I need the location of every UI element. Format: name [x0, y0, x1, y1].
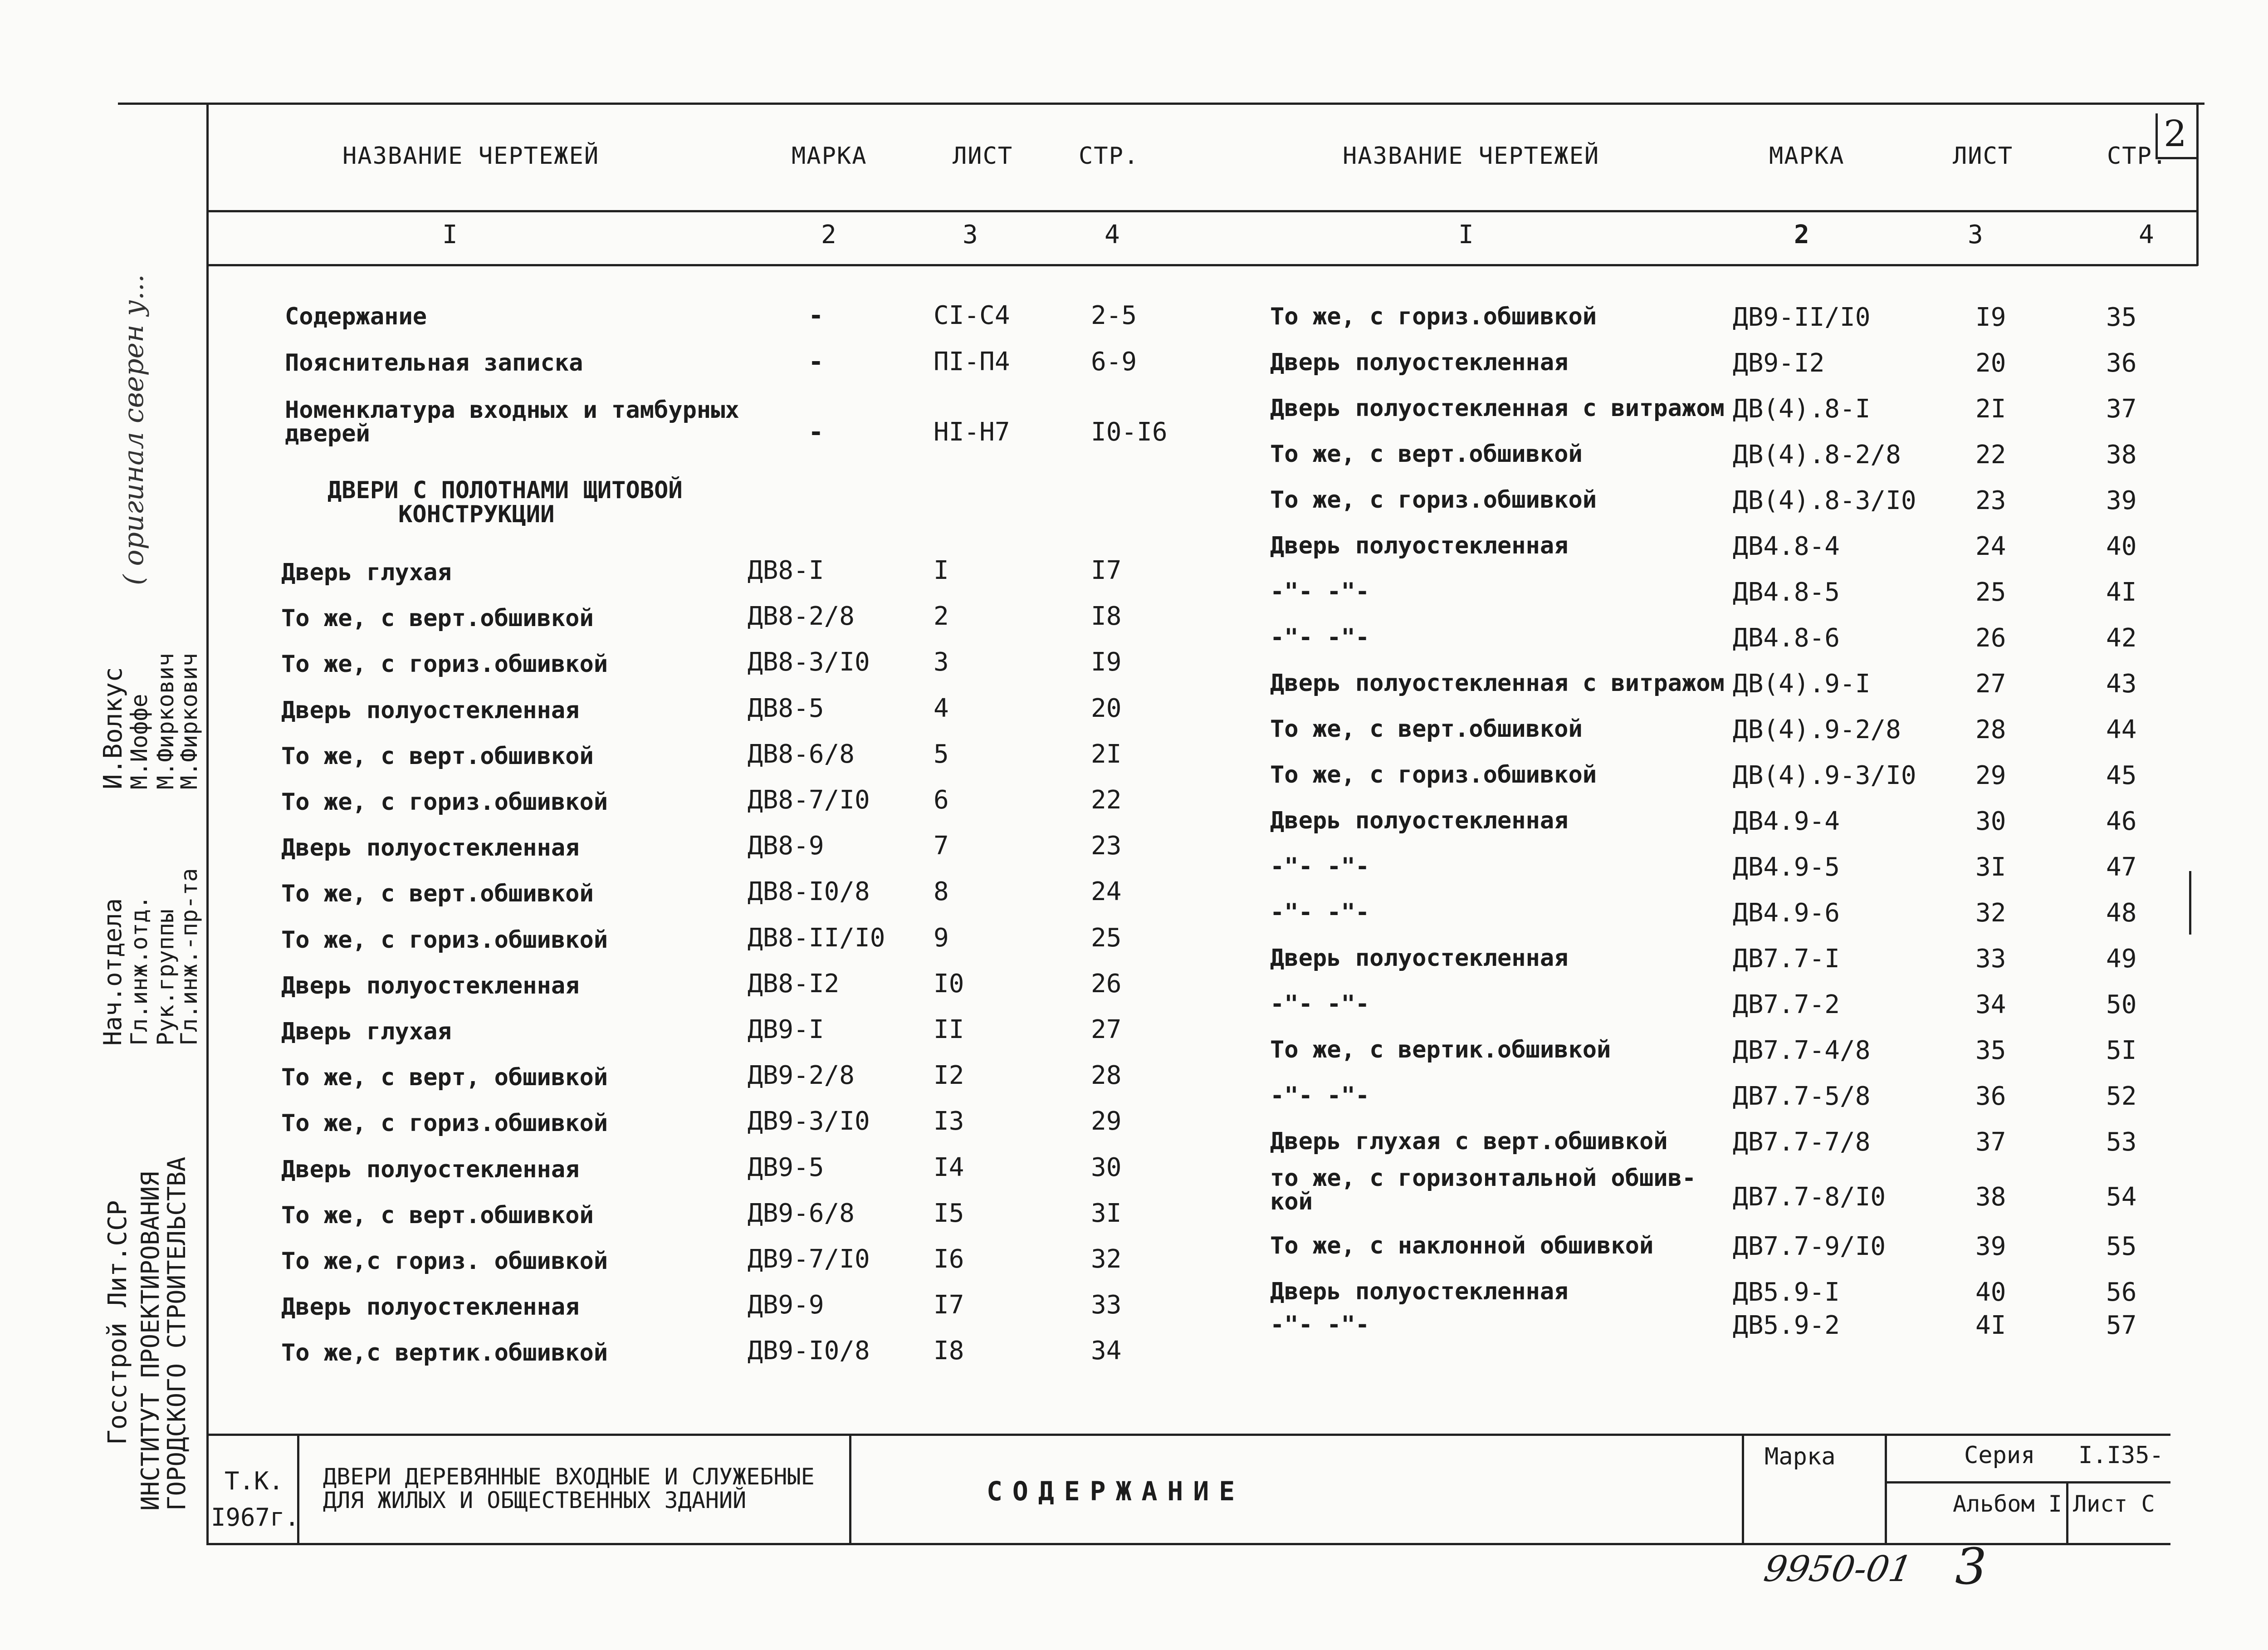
- right-row-11-name: То же, с гориз.обшивкой: [1270, 761, 1597, 788]
- right-row-13-marka: ДВ4.9-5: [1733, 852, 1840, 882]
- section-heading-line2: КОНСТРУКЦИИ: [398, 501, 555, 528]
- right-row-4-page: 38: [2106, 440, 2137, 470]
- left-row-12-name: То же, с верт.обшивкой: [281, 880, 594, 908]
- right-row-15-page: 49: [2106, 944, 2137, 974]
- left-row-12-list: 8: [934, 877, 949, 907]
- left-row-15-page: 27: [1091, 1015, 1122, 1044]
- left-row-16-name: То же, с верт, обшивкой: [281, 1064, 608, 1092]
- left-row-8-marka: ДВ8-5: [748, 693, 824, 723]
- right-row-19-list: 37: [1975, 1127, 2006, 1157]
- right-row-15-name: Дверь полуостекленная: [1270, 945, 1569, 972]
- right-row-13-list: 3I: [1975, 852, 2006, 882]
- left-row-3-marka: -: [808, 417, 824, 447]
- colnum-left-1: I: [442, 220, 458, 250]
- side-role-4: Гл.инж.-пр-та: [176, 868, 202, 1046]
- right-row-6-page: 40: [2106, 532, 2137, 561]
- left-row-11-marka: ДВ8-9: [748, 831, 824, 861]
- right-row-21-page: 55: [2106, 1232, 2137, 1261]
- left-row-18-list: I4: [934, 1152, 964, 1182]
- right-row-10-name: То же, с верт.обшивкой: [1270, 715, 1583, 743]
- right-row-1-list: I9: [1975, 303, 2006, 332]
- colnum-right-1: I: [1458, 220, 1474, 250]
- frame-right-line: [2196, 103, 2199, 266]
- left-row-11-name: Дверь полуостекленная: [281, 834, 580, 862]
- archive-stamp-sheet: 3: [1955, 1537, 1987, 1596]
- right-row-21-marka: ДВ7.7-9/I0: [1733, 1232, 1886, 1261]
- title-block-title: СОДЕРЖАНИЕ: [987, 1476, 1245, 1507]
- right-margin-tick: [2189, 871, 2191, 935]
- header-right-str: СТР.: [2107, 142, 2168, 170]
- left-row-17-marka: ДВ9-3/I0: [748, 1107, 870, 1136]
- side-role-2: Гл.инж.отд.: [126, 895, 152, 1046]
- left-row-13-list: 9: [934, 923, 949, 953]
- right-row-9-marka: ДВ(4).9-I: [1733, 669, 1871, 699]
- title-block-divider-4: [1885, 1434, 1887, 1545]
- side-name-3: М.Фиркович: [152, 652, 179, 789]
- left-row-17-list: I3: [934, 1107, 964, 1136]
- right-row-16-marka: ДВ7.7-2: [1733, 990, 1840, 1019]
- right-row-2-page: 36: [2106, 348, 2137, 378]
- left-row-8-list: 4: [934, 693, 949, 723]
- right-row-23-name: -"- -"-: [1270, 1311, 1370, 1338]
- archive-stamp-number: 9950-01: [1761, 1549, 1916, 1590]
- left-row-5-name: Дверь глухая: [281, 559, 452, 586]
- right-row-10-list: 28: [1975, 715, 2006, 744]
- right-row-16-name: -"- -"-: [1270, 990, 1370, 1018]
- left-row-13-name: То же, с гориз.обшивкой: [281, 926, 608, 954]
- title-block-bottom-line: [206, 1543, 2170, 1545]
- right-row-23-page: 57: [2106, 1311, 2137, 1340]
- left-row-20-page: 32: [1091, 1244, 1122, 1274]
- right-row-7-name: -"- -"-: [1270, 578, 1370, 605]
- right-row-19-marka: ДВ7.7-7/8: [1733, 1127, 1871, 1157]
- right-row-11-page: 45: [2106, 761, 2137, 790]
- left-row-22-list: I8: [934, 1336, 964, 1366]
- left-row-2-name: Пояснительная записка: [285, 349, 583, 377]
- left-row-20-list: I6: [934, 1244, 964, 1274]
- left-row-6-name: То же, с верт.обшивкой: [281, 605, 594, 632]
- title-block-top-line: [206, 1434, 2170, 1436]
- left-row-1-page: 2-5: [1091, 301, 1137, 330]
- side-org-3: ГОРОДСКОГО СТРОИТЕЛЬСТВА: [162, 1156, 191, 1511]
- right-row-8-name: -"- -"-: [1270, 624, 1370, 651]
- right-row-5-list: 23: [1975, 486, 2006, 515]
- colnum-right-3: 3: [1968, 220, 1983, 250]
- left-row-14-list: I0: [934, 969, 964, 999]
- right-row-20-page: 54: [2106, 1182, 2137, 1212]
- left-row-14-page: 26: [1091, 969, 1122, 999]
- colnum-left-3: 3: [963, 220, 978, 250]
- right-row-12-name: Дверь полуостекленная: [1270, 807, 1569, 834]
- right-row-20-marka: ДВ7.7-8/I0: [1733, 1182, 1886, 1212]
- right-row-4-marka: ДВ(4).8-2/8: [1733, 440, 1901, 470]
- left-row-2-list: ПI-П4: [934, 347, 1010, 377]
- sheet-corner-number: 2: [2164, 113, 2187, 155]
- left-row-14-marka: ДВ8-I2: [748, 969, 840, 999]
- right-row-11-marka: ДВ(4).9-3/I0: [1733, 761, 1916, 790]
- left-row-14-name: Дверь полуостекленная: [281, 972, 580, 999]
- left-row-6-list: 2: [934, 602, 949, 632]
- header-right-marka: МАРКА: [1769, 142, 1845, 170]
- right-row-5-page: 39: [2106, 486, 2137, 515]
- left-row-7-marka: ДВ8-3/I0: [748, 647, 870, 677]
- right-row-16-page: 50: [2106, 990, 2137, 1019]
- left-row-10-marka: ДВ8-7/I0: [748, 785, 870, 815]
- left-row-18-name: Дверь полуостекленная: [281, 1155, 580, 1183]
- right-row-16-list: 34: [1975, 990, 2006, 1019]
- left-row-15-name: Дверь глухая: [281, 1018, 452, 1045]
- right-row-7-marka: ДВ4.8-5: [1733, 578, 1840, 607]
- left-row-17-page: 29: [1091, 1107, 1122, 1136]
- right-row-8-marka: ДВ4.8-6: [1733, 623, 1840, 653]
- right-row-4-name: То же, с верт.обшивкой: [1270, 441, 1583, 468]
- right-row-14-name: -"- -"-: [1270, 899, 1370, 926]
- title-block-divider-3: [1742, 1434, 1744, 1545]
- left-row-21-page: 33: [1091, 1290, 1122, 1320]
- right-row-19-name: Дверь глухая с верт.обшивкой: [1270, 1128, 1668, 1155]
- title-block-mid-line: [1885, 1481, 2170, 1484]
- title-block-description-2: ДЛЯ ЖИЛЫХ И ОБЩЕСТВЕННЫХ ЗДАНИЙ: [323, 1487, 747, 1513]
- side-org-1: Госстрой Лит.ССР: [103, 1200, 132, 1445]
- right-row-18-marka: ДВ7.7-5/8: [1733, 1082, 1871, 1111]
- left-row-19-name: То же, с верт.обшивкой: [281, 1201, 594, 1229]
- left-row-20-name: То же,с гориз. обшивкой: [281, 1248, 608, 1275]
- right-row-13-name: -"- -"-: [1270, 853, 1370, 880]
- right-row-21-list: 39: [1975, 1232, 2006, 1261]
- right-row-3-name: Дверь полуостекленная с витражом: [1270, 395, 1725, 422]
- left-row-3-name-cont: дверей: [285, 420, 370, 447]
- frame-left-line: [206, 103, 209, 1545]
- right-row-6-marka: ДВ4.8-4: [1733, 532, 1840, 561]
- left-row-13-page: 25: [1091, 923, 1122, 953]
- right-row-17-marka: ДВ7.7-4/8: [1733, 1036, 1871, 1065]
- title-block-album-label: Альбом I: [1953, 1491, 2062, 1517]
- left-row-16-marka: ДВ9-2/8: [748, 1061, 855, 1091]
- right-row-7-list: 25: [1975, 578, 2006, 607]
- right-row-12-list: 30: [1975, 807, 2006, 836]
- right-row-12-marka: ДВ4.9-4: [1733, 807, 1840, 836]
- right-row-10-marka: ДВ(4).9-2/8: [1733, 715, 1901, 744]
- left-row-5-list: I: [934, 556, 949, 585]
- left-row-10-name: То же, с гориз.обшивкой: [281, 788, 608, 816]
- right-row-15-marka: ДВ7.7-I: [1733, 944, 1840, 974]
- left-row-19-marka: ДВ9-6/8: [748, 1198, 855, 1228]
- right-row-2-marka: ДВ9-I2: [1733, 348, 1825, 378]
- left-row-19-list: I5: [934, 1198, 964, 1228]
- left-row-3-page: I0-I6: [1091, 417, 1168, 447]
- left-row-6-page: I8: [1091, 602, 1122, 632]
- right-row-8-page: 42: [2106, 623, 2137, 653]
- left-row-9-page: 2I: [1091, 739, 1122, 769]
- right-row-4-list: 22: [1975, 440, 2006, 470]
- side-name-1: И.Волкус: [98, 667, 128, 789]
- left-row-3-list: HI-H7: [934, 417, 1010, 447]
- right-row-10-page: 44: [2106, 715, 2137, 744]
- left-row-5-marka: ДВ8-I: [748, 556, 824, 585]
- left-row-21-marka: ДВ9-9: [748, 1290, 824, 1320]
- header-divider-line: [206, 210, 2198, 212]
- right-row-1-marka: ДВ9-II/I0: [1733, 303, 1871, 332]
- title-block-tk: Т.К.: [225, 1467, 284, 1495]
- right-row-19-page: 53: [2106, 1127, 2137, 1157]
- left-row-15-marka: ДВ9-I: [748, 1015, 824, 1044]
- side-org-2: ИНСТИТУТ ПРОЕКТИРОВАНИЯ: [136, 1171, 165, 1511]
- colnum-left-2: 2: [821, 220, 836, 250]
- right-row-22-name: Дверь полуостекленная: [1270, 1278, 1569, 1305]
- header-right-list: ЛИСТ: [1953, 142, 2014, 170]
- left-row-12-page: 24: [1091, 877, 1122, 907]
- left-row-16-list: I2: [934, 1061, 964, 1091]
- right-row-3-page: 37: [2106, 394, 2137, 424]
- left-row-10-list: 6: [934, 785, 949, 815]
- right-row-21-name: То же, с наклонной обшивкой: [1270, 1232, 1654, 1259]
- right-row-20-list: 38: [1975, 1182, 2006, 1212]
- header-left-marka: МАРКА: [792, 142, 867, 170]
- left-row-18-marka: ДВ9-5: [748, 1152, 824, 1182]
- right-row-9-list: 27: [1975, 669, 2006, 699]
- left-row-9-marka: ДВ8-6/8: [748, 739, 855, 769]
- right-row-23-marka: ДВ5.9-2: [1733, 1311, 1840, 1340]
- left-row-22-page: 34: [1091, 1336, 1122, 1366]
- right-row-17-page: 5I: [2106, 1036, 2137, 1065]
- left-row-11-list: 7: [934, 831, 949, 861]
- colnum-right-2: 2: [1794, 220, 1809, 250]
- right-row-2-list: 20: [1975, 348, 2006, 378]
- left-row-21-list: I7: [934, 1290, 964, 1320]
- left-row-7-name: То же, с гориз.обшивкой: [281, 651, 608, 678]
- frame-top-line: [118, 103, 2204, 105]
- left-row-1-name: Содержание: [285, 303, 427, 330]
- side-name-2: М.Иоффе: [126, 694, 152, 789]
- right-row-14-list: 32: [1975, 898, 2006, 928]
- right-row-22-list: 40: [1975, 1278, 2006, 1307]
- left-row-20-marka: ДВ9-7/I0: [748, 1244, 870, 1274]
- left-row-9-list: 5: [934, 739, 949, 769]
- right-row-2-name: Дверь полуостекленная: [1270, 349, 1569, 376]
- side-role-1: Нач.отдела: [98, 898, 127, 1046]
- left-row-15-list: II: [934, 1015, 964, 1044]
- right-row-9-page: 43: [2106, 669, 2137, 699]
- title-block-series-value: I.I35-: [2078, 1442, 2164, 1469]
- right-row-12-page: 46: [2106, 807, 2137, 836]
- right-row-14-page: 48: [2106, 898, 2137, 928]
- right-row-18-page: 52: [2106, 1082, 2137, 1111]
- left-row-19-page: 3I: [1091, 1198, 1122, 1228]
- left-row-1-marka: -: [808, 301, 824, 330]
- side-name-4: М.Фиркович: [176, 652, 202, 789]
- colnum-left-4: 4: [1105, 220, 1120, 250]
- left-row-8-page: 20: [1091, 693, 1122, 723]
- right-row-6-list: 24: [1975, 532, 2006, 561]
- right-row-22-marka: ДВ5.9-I: [1733, 1278, 1840, 1307]
- right-row-22-page: 56: [2106, 1278, 2137, 1307]
- left-row-7-list: 3: [934, 647, 949, 677]
- left-row-10-page: 22: [1091, 785, 1122, 815]
- title-block-series-label: Серия: [1964, 1442, 2035, 1469]
- right-row-18-list: 36: [1975, 1082, 2006, 1111]
- column-number-divider-line: [206, 264, 2198, 266]
- left-row-12-marka: ДВ8-I0/8: [748, 877, 870, 907]
- title-block-divider-5: [2066, 1484, 2068, 1545]
- right-row-8-list: 26: [1975, 623, 2006, 653]
- left-row-2-page: 6-9: [1091, 347, 1137, 377]
- section-heading-line1: ДВЕРИ С ПОЛОТНАМИ ЩИТОВОЙ: [327, 477, 683, 504]
- title-block-divider-2: [849, 1434, 851, 1545]
- handwritten-check-note: ( оригинал сверен у...: [118, 274, 150, 585]
- left-row-18-page: 30: [1091, 1152, 1122, 1182]
- title-block-sheet-label: Лист C: [2073, 1491, 2155, 1517]
- left-row-5-page: I7: [1091, 556, 1122, 585]
- colnum-right-4: 4: [2139, 220, 2154, 250]
- left-row-7-page: I9: [1091, 647, 1122, 677]
- left-row-16-page: 28: [1091, 1061, 1122, 1091]
- left-row-13-marka: ДВ8-II/I0: [748, 923, 885, 953]
- right-row-17-list: 35: [1975, 1036, 2006, 1065]
- title-block-year: I967г.: [211, 1503, 300, 1532]
- left-row-11-page: 23: [1091, 831, 1122, 861]
- right-row-5-marka: ДВ(4).8-3/I0: [1733, 486, 1916, 515]
- right-row-3-list: 2I: [1975, 394, 2006, 424]
- right-row-13-page: 47: [2106, 852, 2137, 882]
- side-role-3: Рук.группы: [152, 909, 179, 1046]
- right-row-14-marka: ДВ4.9-6: [1733, 898, 1840, 928]
- right-row-18-name: -"- -"-: [1270, 1082, 1370, 1109]
- header-left-str: СТР.: [1079, 142, 1139, 170]
- right-row-15-list: 33: [1975, 944, 2006, 974]
- left-row-6-marka: ДВ8-2/8: [748, 602, 855, 632]
- right-row-5-name: То же, с гориз.обшивкой: [1270, 486, 1597, 514]
- header-left-name: НАЗВАНИЕ ЧЕРТЕЖЕЙ: [342, 142, 600, 170]
- right-row-20-name: то же, с горизонтальной обшив-: [1270, 1165, 1696, 1192]
- right-row-7-page: 4I: [2106, 578, 2137, 607]
- left-row-1-list: CI-C4: [934, 301, 1010, 330]
- right-row-6-name: Дверь полуостекленная: [1270, 532, 1569, 559]
- left-row-3-name: Номенклатура входных и тамбурных: [285, 397, 739, 424]
- left-row-2-marka: -: [808, 347, 824, 377]
- left-row-8-name: Дверь полуостекленная: [281, 696, 580, 724]
- header-left-list: ЛИСТ: [953, 142, 1013, 170]
- left-row-9-name: То же, с верт.обшивкой: [281, 742, 594, 770]
- right-row-1-name: То же, с гориз.обшивкой: [1270, 303, 1597, 330]
- right-row-1-page: 35: [2106, 303, 2137, 332]
- right-row-9-name: Дверь полуостекленная с витражом: [1270, 670, 1725, 697]
- right-row-23-list: 4I: [1975, 1311, 2006, 1340]
- left-row-22-name: То же,с вертик.обшивкой: [281, 1339, 608, 1367]
- right-row-17-name: То же, с вертик.обшивкой: [1270, 1036, 1611, 1063]
- right-row-11-list: 29: [1975, 761, 2006, 790]
- title-block-description-1: ДВЕРИ ДЕРЕВЯННЫЕ ВХОДНЫЕ И СЛУЖЕБНЫЕ: [323, 1464, 815, 1490]
- left-row-22-marka: ДВ9-I0/8: [748, 1336, 870, 1366]
- header-right-name: НАЗВАНИЕ ЧЕРТЕЖЕЙ: [1343, 142, 1600, 170]
- right-row-20-name-cont: кой: [1270, 1188, 1313, 1215]
- left-row-21-name: Дверь полуостекленная: [281, 1293, 580, 1321]
- right-row-3-marka: ДВ(4).8-I: [1733, 394, 1871, 424]
- title-block-marka-label: Марка: [1765, 1443, 1836, 1470]
- left-row-17-name: То же, с гориз.обшивкой: [281, 1110, 608, 1137]
